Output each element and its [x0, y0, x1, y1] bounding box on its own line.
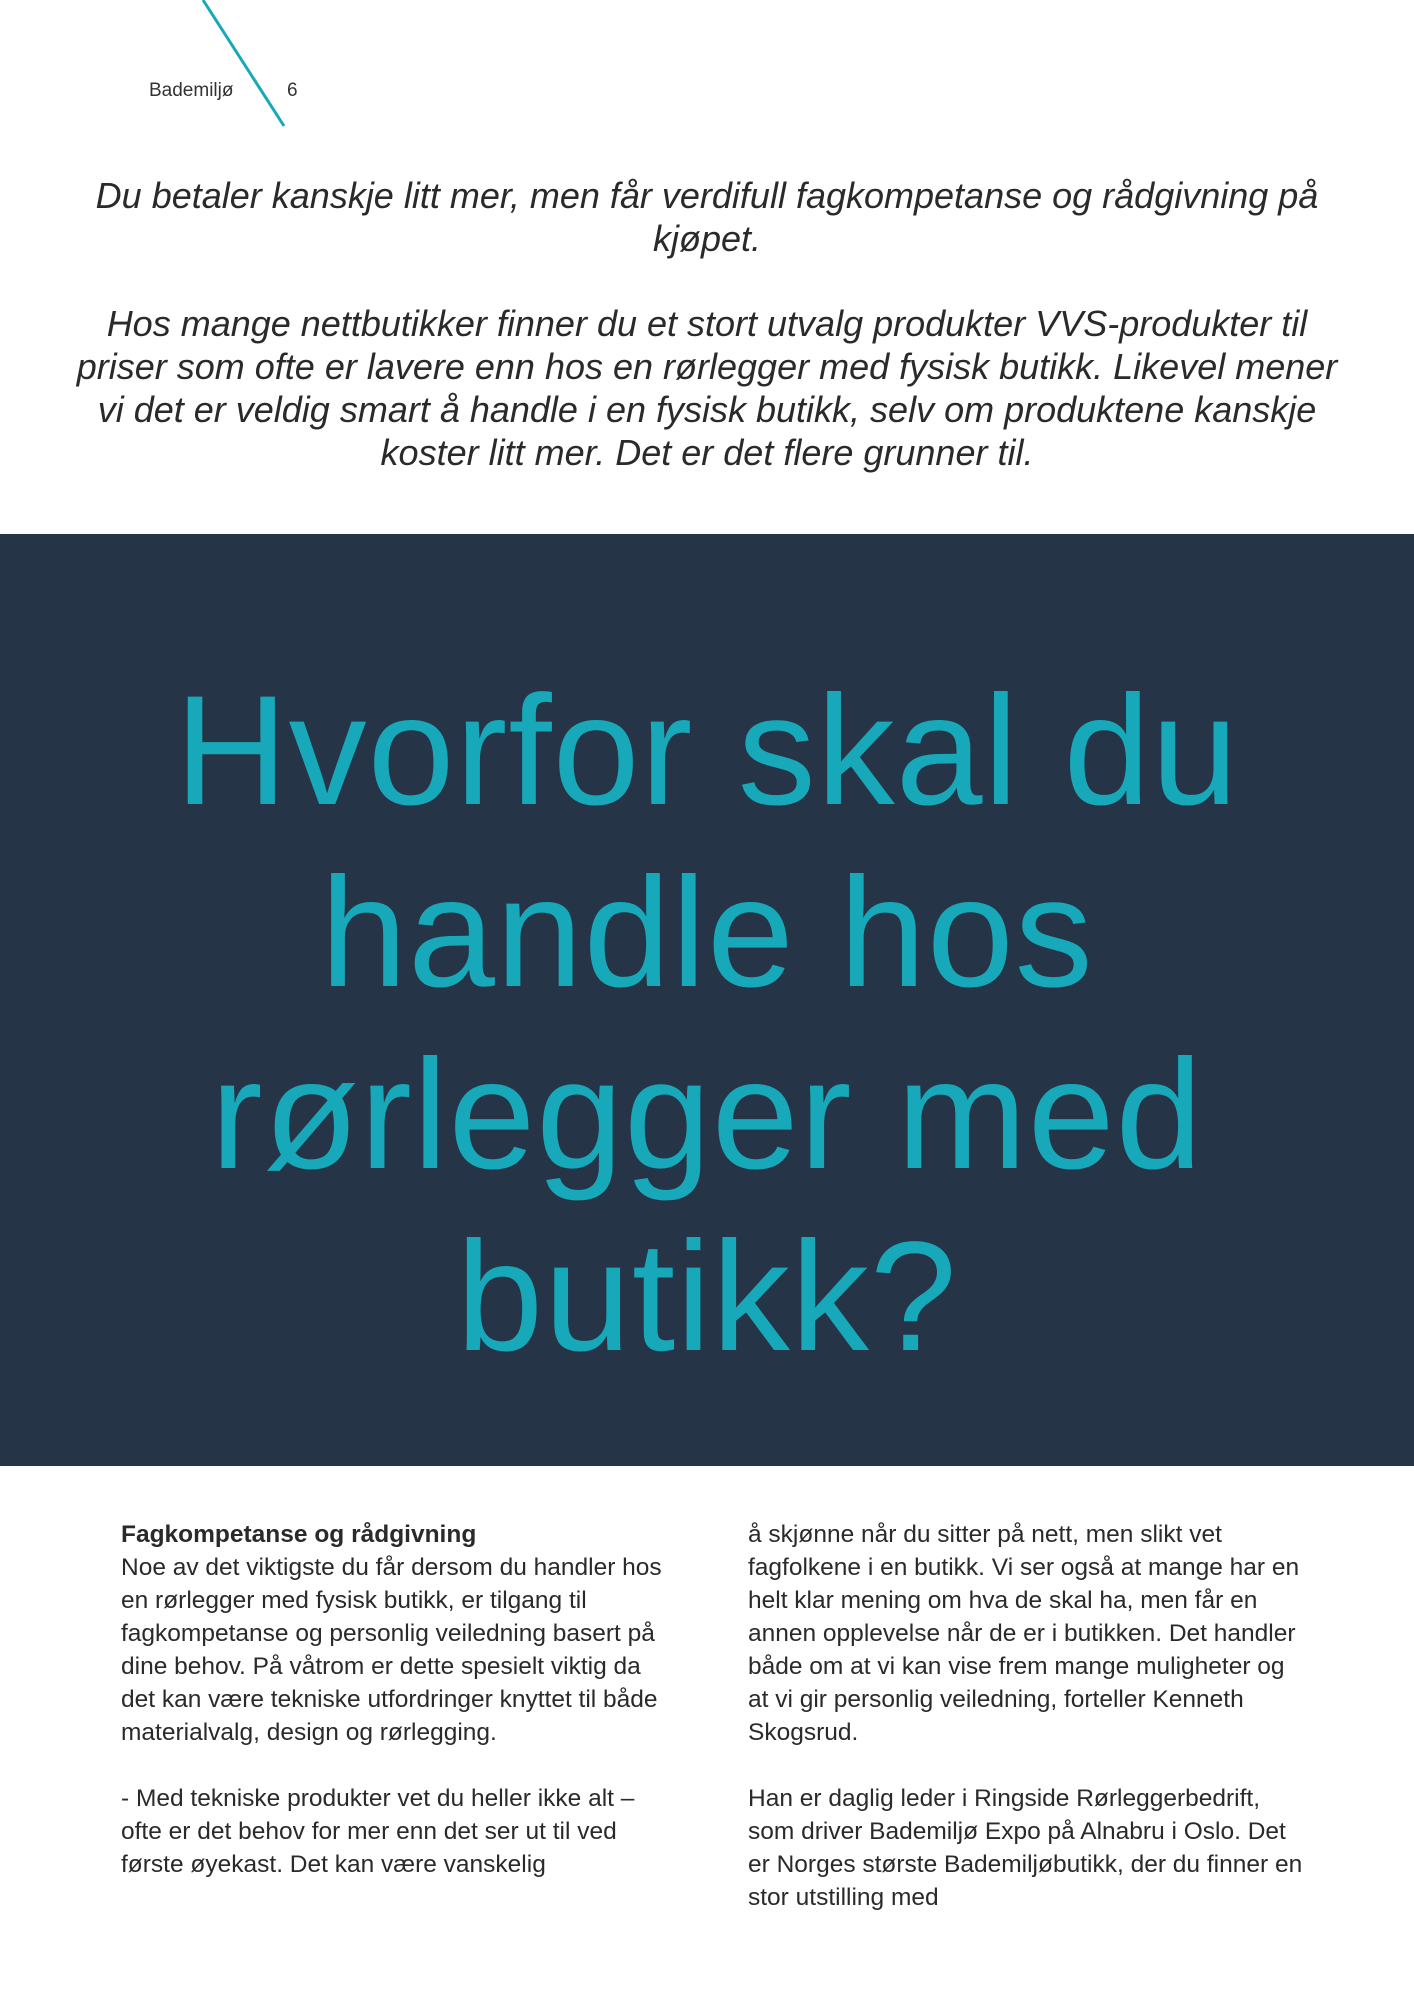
article-paragraph: Han er daglig leder i Ringside Rørleggerbedrift, som driver Bademiljø Expo på Alnabru i Oslo. Det er Norges største Bademiljøbutikk, der du finner en stor utstilling med — [748, 1785, 1303, 1911]
article-paragraph: Noe av det viktigste du får dersom du handler hos en rørlegger med fysisk butikk, er tilgang til fagkompetanse og personlig veiledning basert på dine behov. På våtrom er dette spesielt viktig da det kan være tekniske utfordringer knyttet til både materialvalg, design og rørlegging. — [121, 1554, 662, 1746]
page-number: 6 — [287, 80, 298, 101]
decorative-accent-line — [0, 0, 1414, 140]
hero-banner — [0, 534, 1414, 1466]
intro-lead: Du betaler kanskje litt mer, men får verdifull fagkompetanse og rådgivning på kjøpet. — [95, 175, 1319, 259]
article-paragraph: å skjønne når du sitter på nett, men slikt vet fagfolkene i en butikk. Vi ser også at mange har en helt klar mening om hva de skal ha, men får en annen opplevelse når de er i butikken. Det handler både om at vi kan vise frem mange muligheter og at vi gir personlig veiledning, forteller Kenneth Skogsrud. — [748, 1521, 1300, 1746]
intro-body: Hos mange nettbutikker finner du et stort utvalg produkter VVS-produkter til priser som ofte er lavere enn hos en rørlegger med fysisk butikk. Likevel mener vi det er veldig smart å handle i en fysisk butikk, selv om produktene kanskje koster litt mer. Det er det flere grunner til. — [76, 303, 1338, 473]
article-column-right — [748, 1518, 1308, 1947]
article-subheading: Fagkompetanse og rådgivning — [121, 1521, 477, 1548]
hero-title: Hvorfor skal du handle hos rørlegger med butikk? — [174, 664, 1240, 1384]
running-head: Bademiljø — [149, 80, 234, 101]
article-column-left — [121, 1518, 681, 1914]
article-paragraph: - Med tekniske produkter vet du heller ikke alt – ofte er det behov for mer enn det ser ut til ved første øyekast. Det kan være vanskelig — [121, 1785, 635, 1878]
